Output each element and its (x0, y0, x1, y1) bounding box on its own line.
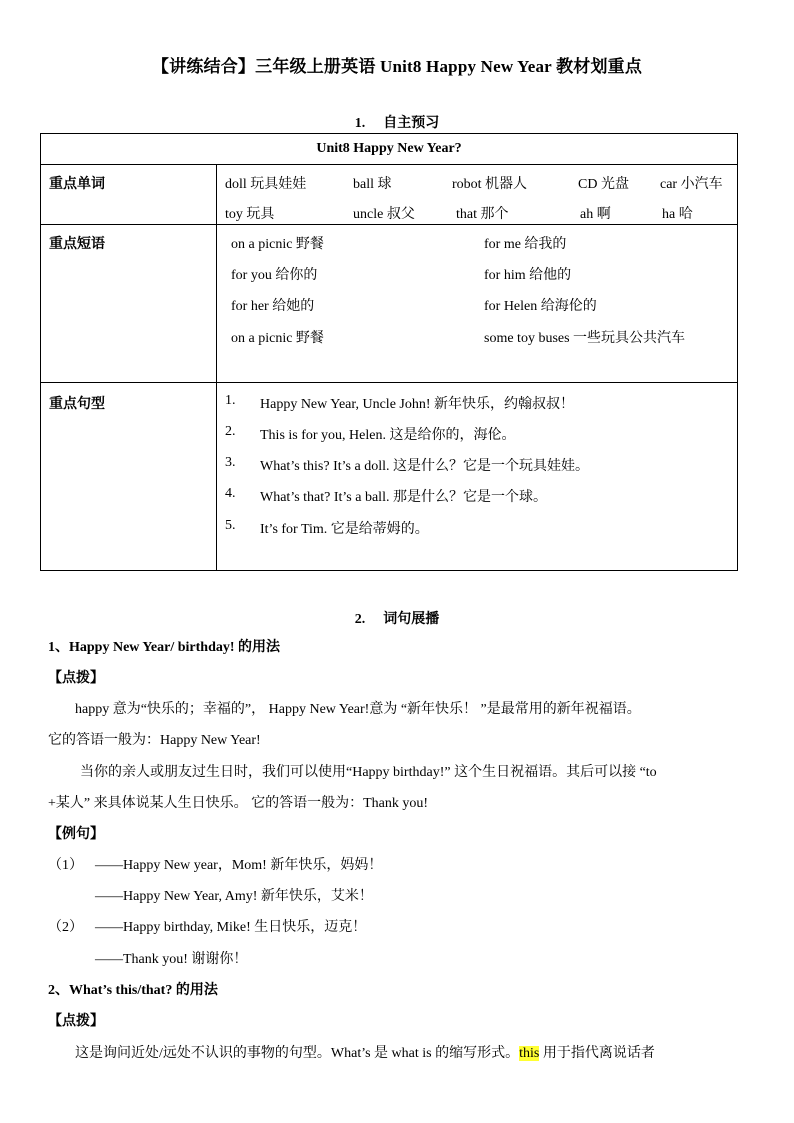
sentence-number: 2. (225, 424, 236, 439)
section-1-number: 1. (354, 116, 366, 131)
example-1-number: （1） (48, 858, 83, 873)
sentence-number: 3. (225, 455, 236, 470)
point-2-text-after: 用于指代离说话者 (539, 1046, 655, 1061)
point-1-paragraph-2-line-1: 当你的亲人或朋友过生日时，我们可以使用“Happy birthday!” 这个生日祝福语。其后可以接 “to (80, 765, 657, 780)
sentence-number: 4. (225, 486, 236, 501)
vocab-item: CD 光盘 (578, 177, 629, 192)
point-2-heading: 2、What’s this/that? 的用法 (48, 983, 218, 998)
point-1-example-label: 【例句】 (48, 827, 104, 842)
point-2-paragraph-1 (75, 1042, 655, 1062)
vocab-item: ah 啊 (580, 207, 611, 222)
section-1-heading (0, 112, 794, 132)
example-2-line-a: ——Happy birthday, Mike! 生日快乐，迈克！ (95, 920, 367, 935)
vocab-item: car 小汽车 (660, 177, 723, 192)
point-1-paragraph-2-line-2: +某人” 来具体说某人生日快乐。 它的答语一般为：Thank you! (48, 796, 429, 811)
sentence-text: What’s that? It’s a ball. 那是什么？它是一个球。 (260, 490, 547, 505)
page-title: 【讲练结合】三年级上册英语 Unit8 Happy New Year 教材划重点 (151, 57, 643, 76)
phrase-item: for her 给她的 (231, 299, 315, 314)
table-caption: Unit8 Happy New Year? (41, 134, 738, 165)
sentence-number: 1. (225, 393, 236, 408)
example-2-line-b: ——Thank you! 谢谢你！ (95, 952, 248, 967)
phrase-item: some toy buses 一些玩具公共汽车 (484, 331, 686, 346)
section-2-heading (0, 608, 794, 628)
vocab-cell (217, 165, 738, 225)
phrase-item: for Helen 给海伦的 (484, 299, 597, 314)
phrases-cell (217, 225, 738, 383)
phrase-item: for him 给他的 (484, 268, 572, 283)
example-2-number: （2） (48, 920, 83, 935)
phrase-item: for you 给你的 (231, 268, 318, 283)
point-1-heading: 1、Happy New Year/ birthday! 的用法 (48, 640, 281, 655)
sentence-text: What’s this? It’s a doll. 这是什么？它是一个玩具娃娃。 (260, 459, 589, 474)
sentence-text: It’s for Tim. 它是给蒂姆的。 (260, 522, 429, 537)
vocab-item: toy 玩具 (225, 207, 275, 222)
phrase-item: on a picnic 野餐 (231, 331, 324, 346)
example-1-line-a: ——Happy New year，Mom! 新年快乐，妈妈！ (95, 858, 383, 873)
sentences-cell (217, 383, 738, 571)
sentence-text: Happy New Year, Uncle John! 新年快乐，约翰叔叔！ (260, 397, 575, 412)
section-2-title: 词句展播 (383, 611, 440, 627)
sentence-number: 5. (225, 518, 236, 533)
vocab-item: that 那个 (456, 207, 509, 222)
point-1-paragraph-1-line-1: happy 意为“快乐的；幸福的”， Happy New Year!意为 “新年快乐！ ”是最常用的新年祝福语。 (75, 702, 641, 717)
sentence-text: This is for you, Helen. 这是给你的，海伦。 (260, 428, 516, 443)
phrases-label: 重点短语 (41, 225, 217, 383)
phrase-item: for me 给我的 (484, 237, 567, 252)
vocab-item: ha 哈 (662, 207, 693, 222)
point-2-tip-label: 【点拨】 (48, 1014, 104, 1029)
phrase-item: on a picnic 野餐 (231, 237, 324, 252)
example-1-line-b: ——Happy New Year, Amy! 新年快乐，艾米！ (95, 889, 373, 904)
sentences-label: 重点句型 (41, 383, 217, 571)
vocab-item: robot 机器人 (452, 177, 528, 192)
point-1-tip-label: 【点拨】 (48, 671, 104, 686)
point-1-paragraph-1-line-2: 它的答语一般为：Happy New Year! (48, 733, 261, 748)
highlighted-word: this (519, 1046, 540, 1061)
vocab-item: ball 球 (353, 177, 392, 192)
point-2-text-before: 这是询问近处/远处不认识的事物的句型。What’s 是 what is 的缩写形式。 (75, 1046, 520, 1061)
key-points-table (40, 133, 738, 571)
vocab-label: 重点单词 (41, 165, 217, 225)
vocab-item: doll 玩具娃娃 (225, 177, 307, 192)
section-2-number: 2. (354, 612, 366, 627)
vocab-item: uncle 叔父 (353, 207, 415, 222)
section-1-title: 自主预习 (383, 115, 440, 131)
